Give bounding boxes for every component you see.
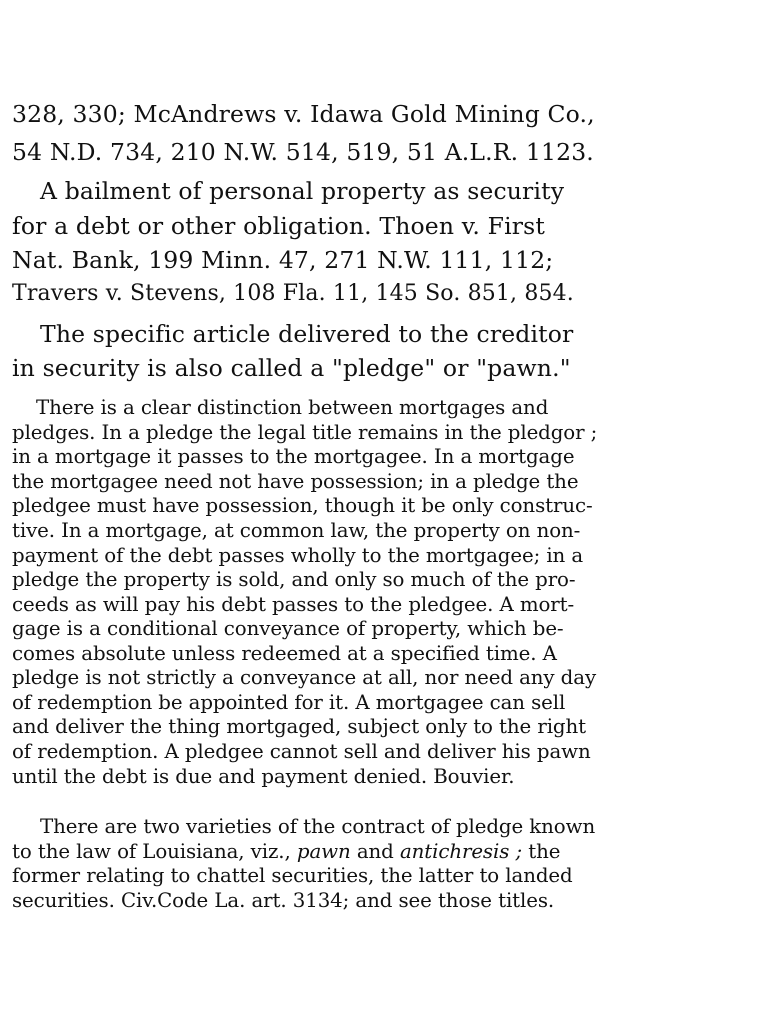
text-line: pledge the property is sold, and only so much of the pro- <box>12 568 576 591</box>
text-line-with-italics <box>12 840 560 863</box>
text-line: the mortgagee need not have possession; in a pledge the <box>12 470 579 493</box>
text-line: 54 N.D. 734, 210 N.W. 514, 519, 51 A.L.R. 1123. <box>12 138 594 166</box>
italic-term-antichresis: antichresis ; <box>399 840 523 863</box>
text-line: There is a clear distinction between mortgages and <box>36 396 549 419</box>
text-line: in security is also called a "pledge" or "pawn." <box>12 354 571 382</box>
text-line: until the debt is due and payment denied. Bouvier. <box>12 765 515 788</box>
text-line: The specific article delivered to the creditor <box>40 320 574 348</box>
text-line: pledgee must have possession, though it be only construc- <box>12 494 593 517</box>
text-line: A bailment of personal property as security <box>40 177 565 205</box>
text-line: ceeds as will pay his debt passes to the pledgee. A mort- <box>12 593 575 616</box>
text-line: in a mortgage it passes to the mortgagee. In a mortgage <box>12 445 575 468</box>
text-line: and deliver the thing mortgaged, subject only to the right <box>12 715 586 738</box>
text-line: for a debt or other obligation. Thoen v. First <box>12 212 545 240</box>
text-line: securities. Civ.Code La. art. 3134; and see those titles. <box>12 889 555 912</box>
text-fragment: the <box>528 840 561 863</box>
text-line: pledge is not strictly a conveyance at all, nor need any day <box>12 666 597 689</box>
italic-term-pawn: pawn <box>296 840 351 863</box>
text-fragment: to the law of Louisiana, viz., <box>12 840 291 863</box>
text-line: former relating to chattel securities, the latter to landed <box>12 864 573 887</box>
text-line: 328, 330; McAndrews v. Idawa Gold Mining Co., <box>12 100 595 128</box>
text-line: of redemption. A pledgee cannot sell and deliver his pawn <box>12 740 591 763</box>
text-fragment: and <box>356 840 394 863</box>
text-line: payment of the debt passes wholly to the mortgagee; in a <box>12 544 584 567</box>
text-line: Travers v. Stevens, 108 Fla. 11, 145 So. 851, 854. <box>12 281 574 306</box>
text-line: gage is a conditional conveyance of property, which be- <box>12 617 564 640</box>
text-line: There are two varieties of the contract of pledge known <box>40 815 596 838</box>
text-line: pledges. In a pledge the legal title remains in the pledgor ; <box>12 421 598 444</box>
text-line: tive. In a mortgage, at common law, the property on non- <box>12 519 581 542</box>
text-line: comes absolute unless redeemed at a specified time. A <box>12 642 557 665</box>
text-line: Nat. Bank, 199 Minn. 47, 271 N.W. 111, 112; <box>12 246 554 274</box>
text-line: of redemption be appointed for it. A mortgagee can sell <box>12 691 566 714</box>
